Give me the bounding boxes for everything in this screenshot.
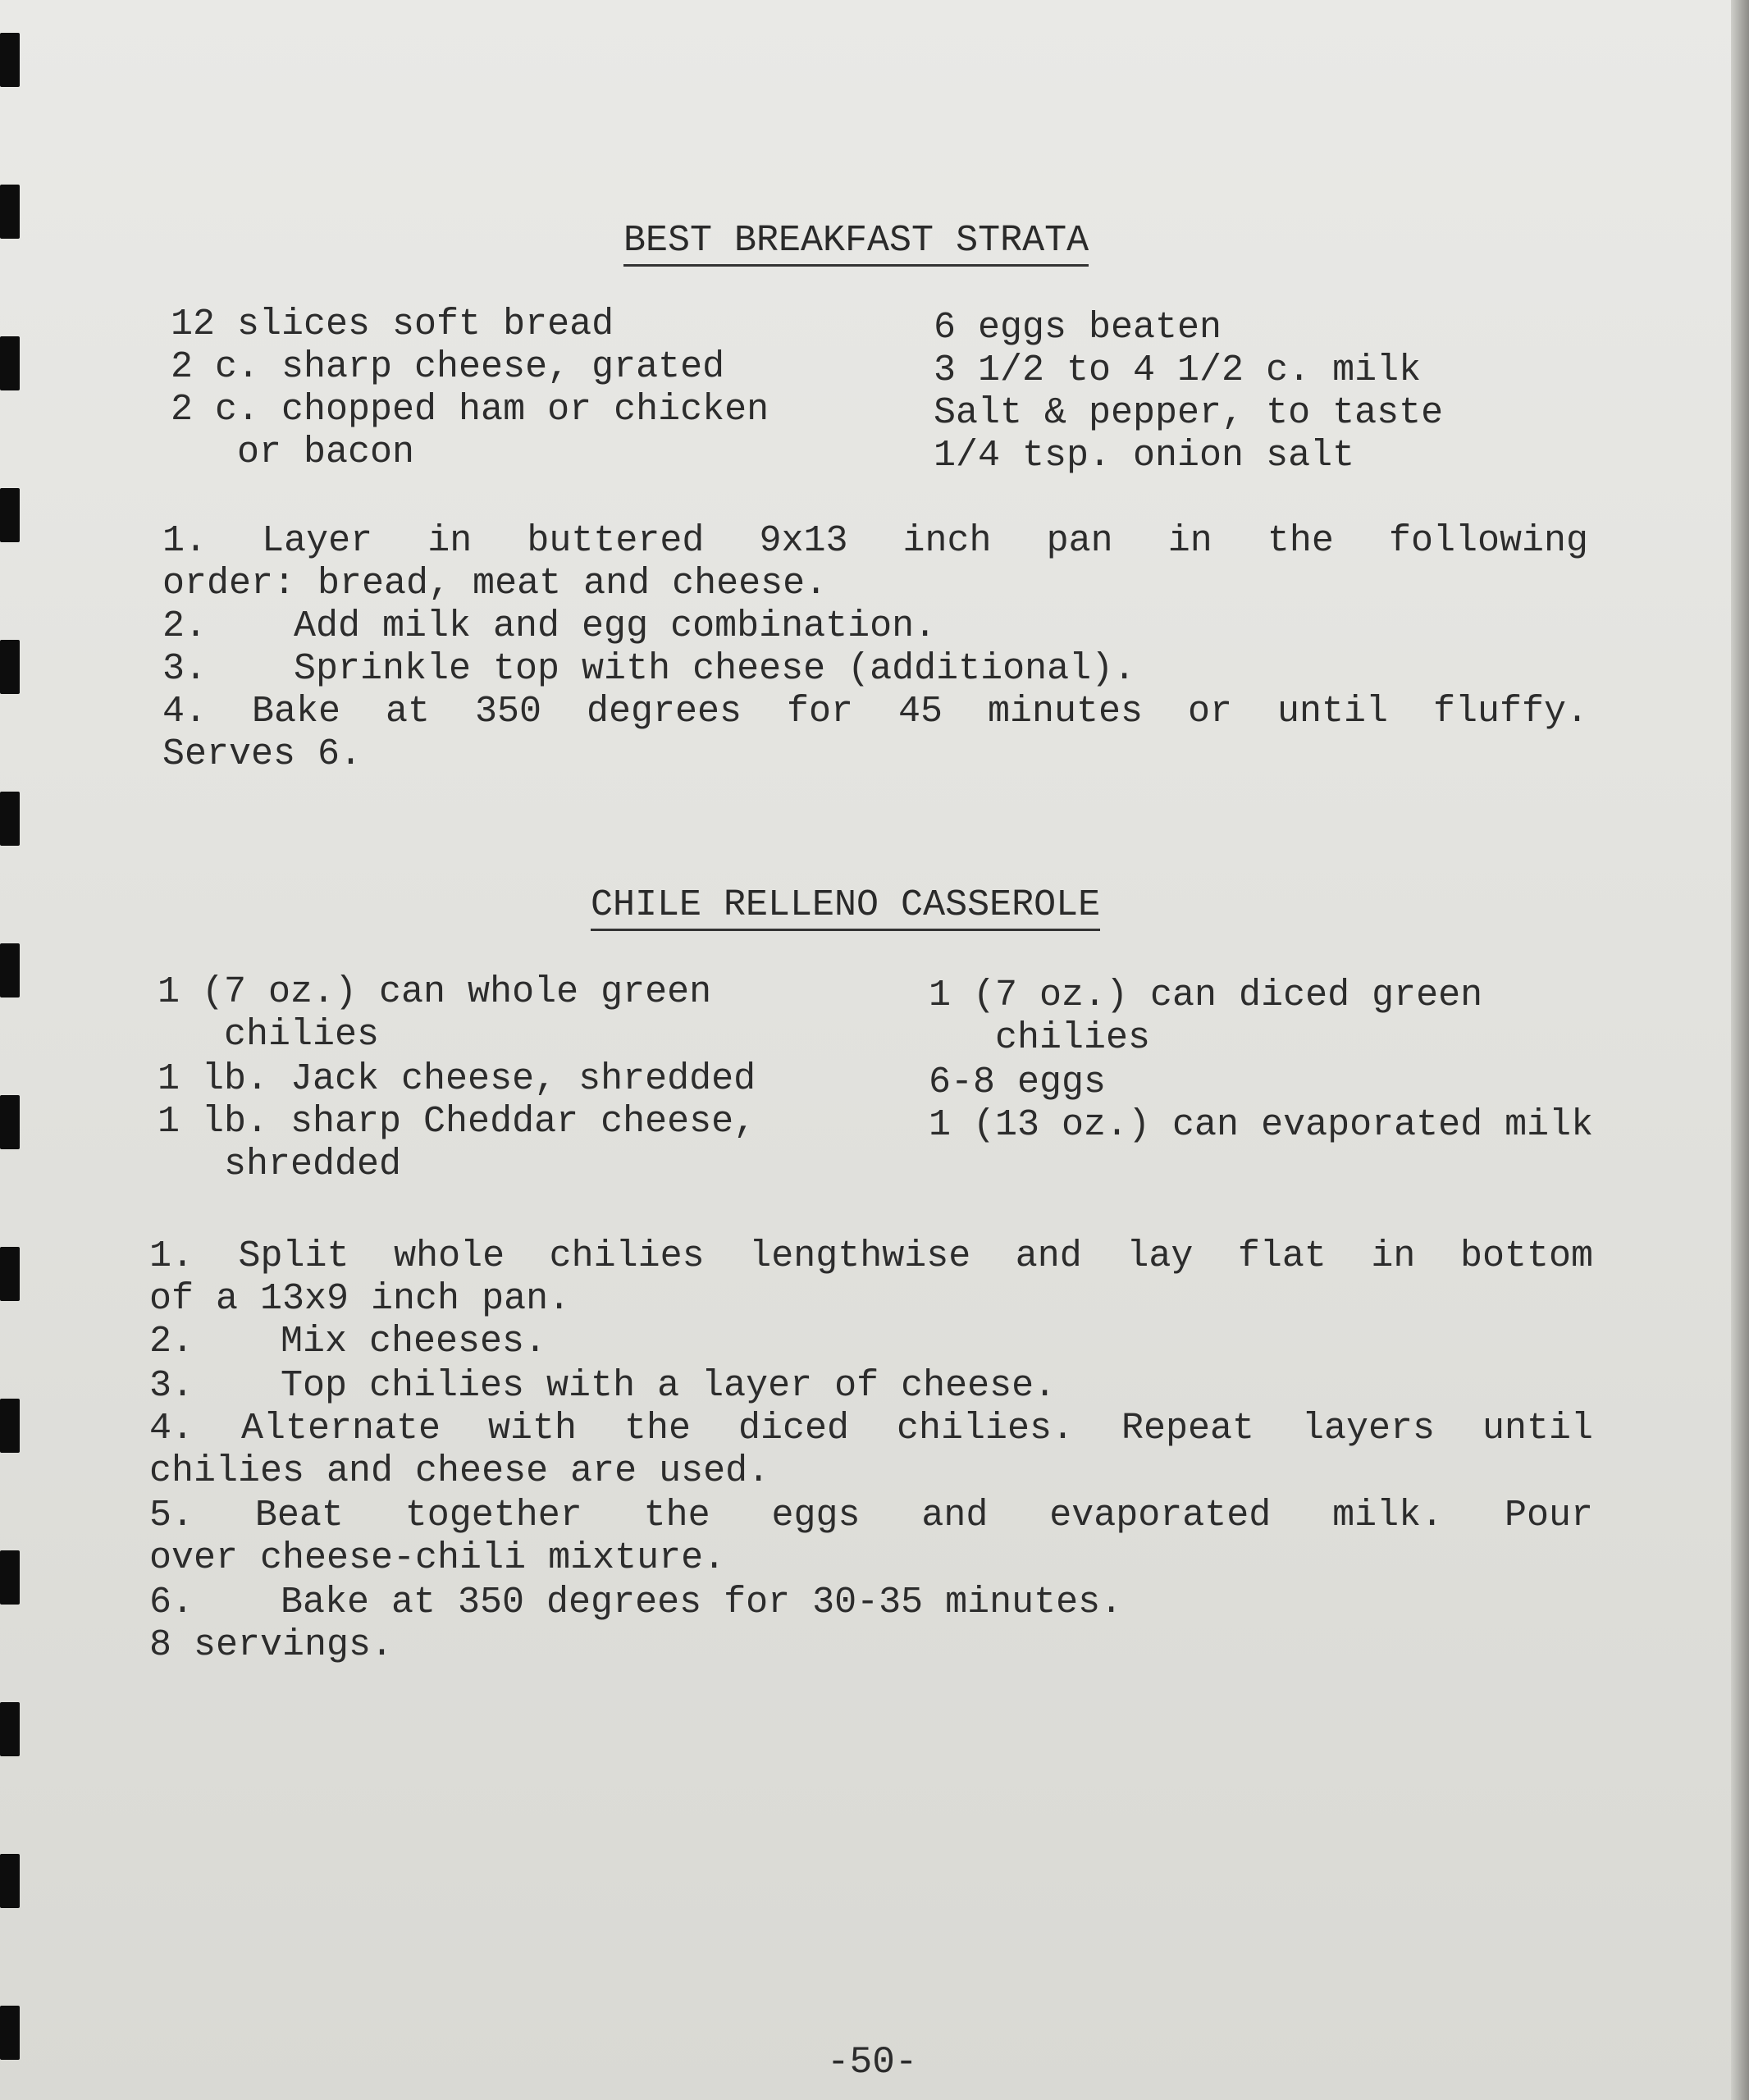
step-continuation: order: bread, meat and cheese. [162,563,828,605]
binding-hole [0,2006,20,2060]
step-number: 2. [162,605,208,647]
ingredient: 3 1/2 to 4 1/2 c. milk [934,349,1422,391]
step-text: Beat together the eggs and evaporated milk. Pour [254,1495,1593,1536]
step-text: Top chilies with a layer of cheese. [281,1365,1057,1407]
step-line [149,1495,1593,1537]
step-number: 3. [149,1365,194,1407]
step-continuation: Serves 6. [162,733,363,775]
step-text: Split whole chilies lengthwise and lay flat in bottom [238,1235,1593,1277]
binding-hole [0,640,20,694]
recipe-title: BEST BREAKFAST STRATA [623,220,1089,267]
step-continuation: 8 servings. [149,1624,394,1666]
ingredient: chilies [158,1014,380,1056]
step-text: Bake at 350 degrees for 45 minutes or until fluffy. [252,691,1588,733]
binding-hole [0,1854,20,1908]
binding-hole [0,1702,20,1756]
ingredient: chilies [929,1017,1151,1059]
ingredient: 1 lb. sharp Cheddar cheese, [158,1101,756,1143]
page-edge [1731,0,1749,2100]
ingredient: or bacon [171,431,415,473]
step-text: Add milk and egg combination. [294,605,937,647]
binding-hole [0,943,20,998]
ingredient: 2 c. chopped ham or chicken [171,389,769,431]
step-number: 3. [162,648,208,690]
recipe-title: CHILE RELLENO CASSEROLE [591,884,1100,931]
step-line [149,1408,1593,1450]
ingredient: Salt & pepper, to taste [934,392,1444,434]
step-line [149,1235,1593,1278]
binding-hole [0,185,20,239]
step-number: 6. [149,1582,194,1623]
ingredient: 1 lb. Jack cheese, shredded [158,1058,756,1100]
ingredient: 1 (7 oz.) can whole green [158,971,712,1013]
step-number: 1. [149,1235,194,1277]
binding-hole [0,1550,20,1605]
binding-hole [0,336,20,390]
binding-hole [0,1247,20,1301]
step-number: 1. [162,520,208,562]
step-text: Sprinkle top with cheese (additional). [294,648,1136,690]
step-continuation: over cheese-chili mixture. [149,1537,726,1579]
step-text: Layer in buttered 9x13 inch pan in the following [262,520,1588,562]
ingredient: 1/4 tsp. onion salt [934,435,1355,477]
ingredient: 6-8 eggs [929,1061,1107,1103]
binding-hole [0,1399,20,1453]
binding-hole [0,33,20,87]
step-text: Alternate with the diced chilies. Repeat layers until [241,1408,1594,1449]
step-line [162,520,1588,563]
ingredient: 1 (13 oz.) can evaporated milk [929,1104,1594,1146]
ingredient: shredded [158,1144,402,1185]
ingredient: 2 c. sharp cheese, grated [171,346,725,388]
page-number: -50- [827,2041,918,2084]
binding-hole [0,488,20,542]
step-text: Bake at 350 degrees for 30-35 minutes. [281,1582,1123,1623]
binding-hole [0,1095,20,1149]
step-number: 2. [149,1321,194,1363]
binding-hole [0,792,20,846]
step-line [162,691,1588,733]
step-number: 4. [149,1408,194,1449]
ingredient: 1 (7 oz.) can diced green [929,975,1483,1016]
step-number: 4. [162,691,208,733]
ingredient: 12 slices soft bread [171,304,614,345]
step-text: Mix cheeses. [281,1321,547,1363]
ingredient: 6 eggs beaten [934,307,1222,349]
step-number: 5. [149,1495,194,1536]
step-continuation: of a 13x9 inch pan. [149,1278,571,1320]
step-continuation: chilies and cheese are used. [149,1450,770,1492]
